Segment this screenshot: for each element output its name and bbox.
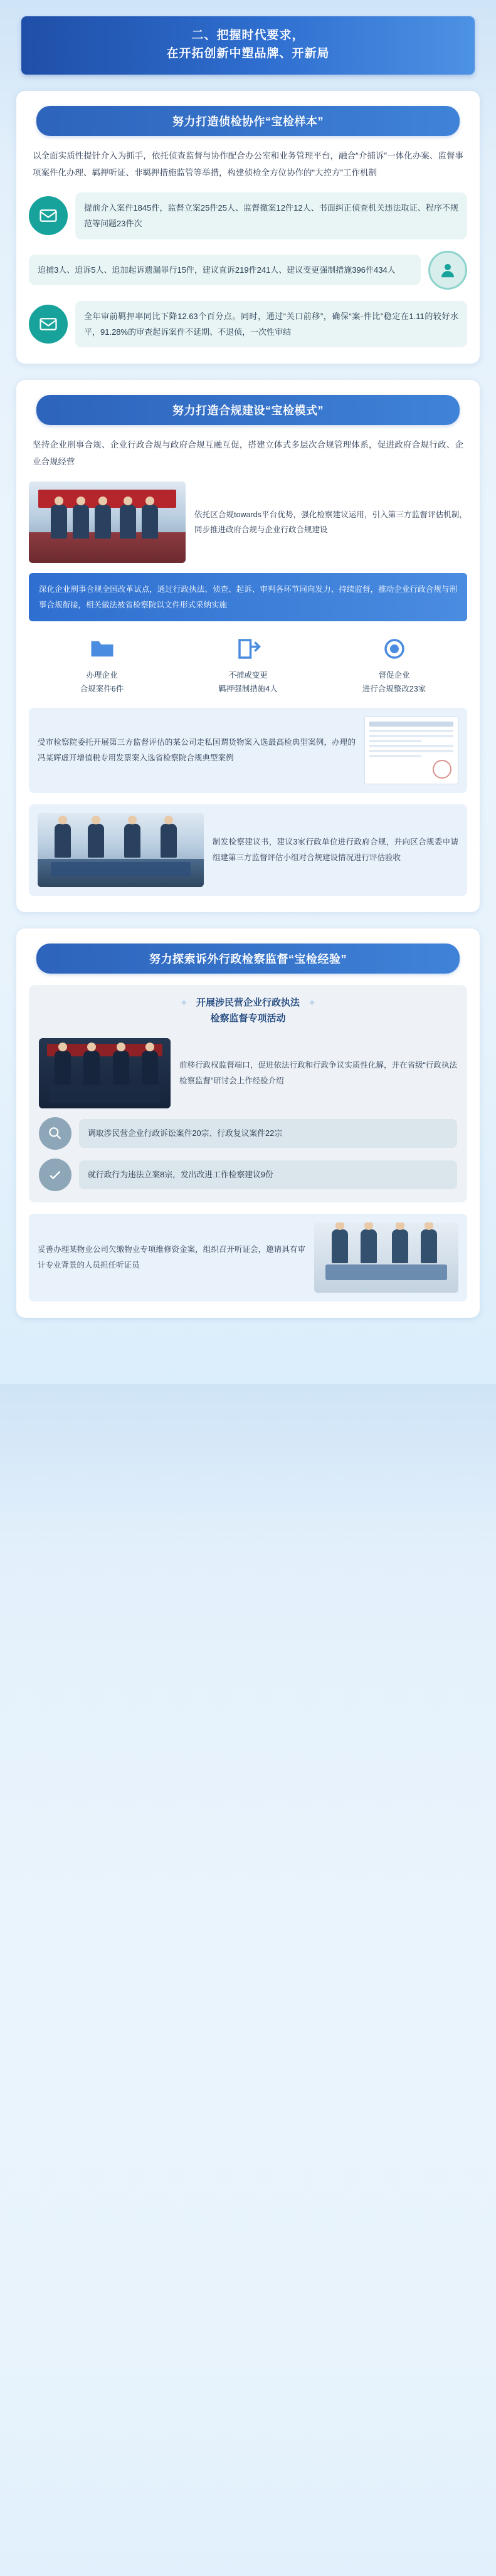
section-2-title: 努力打造合规建设“宝检模式” (36, 395, 460, 425)
section-2-card (16, 380, 480, 912)
section-2-intro: 坚持企业刑事合规、企业行政合规与政府合规互融互促，搭建立体式多层次合规管理体系，促进政府合规行政、企业合规经营 (33, 440, 463, 467)
export-icon (177, 634, 319, 664)
section-2-last-text: 制发检察建议书，建议3家行政单位进行政府合规，并向区合规委申请组建第三方监督评估小组对合规建设情况进行评估验收 (213, 838, 458, 862)
section-1-bullet-2-text: 追捕3人、追诉5人、追加起诉遗漏罪行15件，建议直诉219件241人、建议变更强制措施396件434人 (29, 255, 421, 285)
stat-item (175, 634, 321, 697)
hearing-photo (314, 1222, 458, 1293)
folder-icon (31, 634, 172, 664)
sparkle-icon: ✧ (309, 997, 316, 1007)
stat-value-1: 合规案件6件 (80, 684, 124, 693)
sparkle-icon: ✧ (180, 997, 187, 1007)
document-thumbnail (364, 717, 458, 784)
section-2-case-box (29, 708, 467, 793)
section-1-bullet-3-text: 全年审前羁押率同比下降12.63个百分点。同时，通过“关口前移”，确保“案-件比”稳定在1.11的较好水平，91.28%的审查起诉案件不延期、不退侦，一次性审结 (75, 301, 467, 348)
stat-item (29, 634, 175, 697)
conference-photo (39, 1038, 171, 1108)
supervise-icon (324, 634, 465, 664)
footer-spacer (0, 1334, 496, 1359)
meeting-photo (38, 813, 204, 887)
section-3-title: 努力探索诉外行政检察监督“宝检经验” (36, 944, 460, 974)
ceremony-photo (29, 481, 186, 563)
section-2-blue-note: 深化企业刑事合规全国改革试点，通过行政执法、侦查、起诉、审判各环节同向发力、持续监督，推动企业行政合规与刑事合规衔接，相关做法被省检察院以文件形式采纳实施 (29, 573, 467, 621)
banner-line-2: 在开拓创新中塑品牌、开新局 (166, 47, 330, 61)
section-2-photo-row (29, 481, 467, 563)
section-3-last-text: 妥善办理某物业公司欠缴物业专项维修资金案，组织召开听证会，邀请具有审计专业背景的人员担任听证员 (38, 1245, 305, 1270)
mail-icon (29, 196, 68, 235)
section-3-pill-2 (39, 1159, 457, 1191)
section-3-pill-2-text: 就行政行为违法立案8宗，发出改进工作检察建议9份 (79, 1160, 457, 1189)
section-3-photo-text: 前移行政权监督端口，促进依法行政和行政争议实质性化解，并在省级“行政执法检察监督”研讨会上作经验介绍 (179, 1061, 457, 1085)
panel-title-line-2: 检察监督专项活动 (210, 1013, 286, 1024)
section-2-last-box (29, 804, 467, 896)
infographic-page (0, 16, 496, 1384)
stat-label-2: 不捕或变更 (228, 671, 268, 680)
section-3-pill-1-text: 调取涉民营企业行政诉讼案件20宗、行政复议案件22宗 (79, 1119, 457, 1148)
section-1-intro: 以全面实质性提针介入为抓手，依托侦查监督与协作配合办公室和业务管理平台，融合“介捕诉”一体化办案、监督事项案件化办理、羁押听证、非羁押措施监管等举措，构建侦检全方位协作的“大控方”工作机制 (33, 150, 463, 177)
section-1-bullet-1 (29, 192, 467, 239)
section-1-bullet-2 (29, 251, 467, 290)
section-3-card (16, 928, 480, 1318)
panel-title-line-1: 开展涉民营企业行政执法 (196, 997, 300, 1008)
person-icon (428, 251, 467, 290)
section-1-bullet-1-text: 提前介入案件1845件，监督立案25件25人、监督撤案12件12人、书面纠正侦查机关违法取证、程序不规范等问题23件次 (75, 192, 467, 239)
mail-icon (29, 305, 68, 344)
stat-item (321, 634, 467, 697)
section-3-panel-title (39, 995, 457, 1027)
check-icon (39, 1159, 71, 1191)
section-1-bullet-3 (29, 301, 467, 348)
section-3-panel (29, 985, 467, 1202)
stat-label-1: 办理企业 (86, 671, 118, 680)
section-1-title: 努力打造侦检协作“宝检样本” (36, 106, 460, 136)
header-banner (21, 16, 475, 75)
section-2-photo-text: 依托区合规towards平台优势，强化检察建议运用，引入第三方监督评估机制，同步推进政府合规与企业行政合规建设 (194, 510, 467, 535)
section-1-card (16, 91, 480, 364)
section-3-photo-row (39, 1038, 457, 1108)
section-3-pill-1 (39, 1117, 457, 1150)
section-3-last-box (29, 1214, 467, 1301)
stat-label-3: 督促企业 (378, 671, 410, 680)
stat-value-3: 进行合规整改23家 (362, 684, 426, 693)
section-2-case-text: 受市检察院委托开展第三方监督评估的某公司走私国谓货物案入选最高检典型案例，办理的冯某辉虚开增值税专用发票案入选省检察院合规典型案例 (38, 738, 356, 762)
magnifier-icon (39, 1117, 71, 1150)
banner-line-1: 二、把握时代要求， (191, 29, 305, 42)
section-2-stats (29, 634, 467, 697)
stat-value-2: 羁押强制措施4人 (218, 684, 278, 693)
